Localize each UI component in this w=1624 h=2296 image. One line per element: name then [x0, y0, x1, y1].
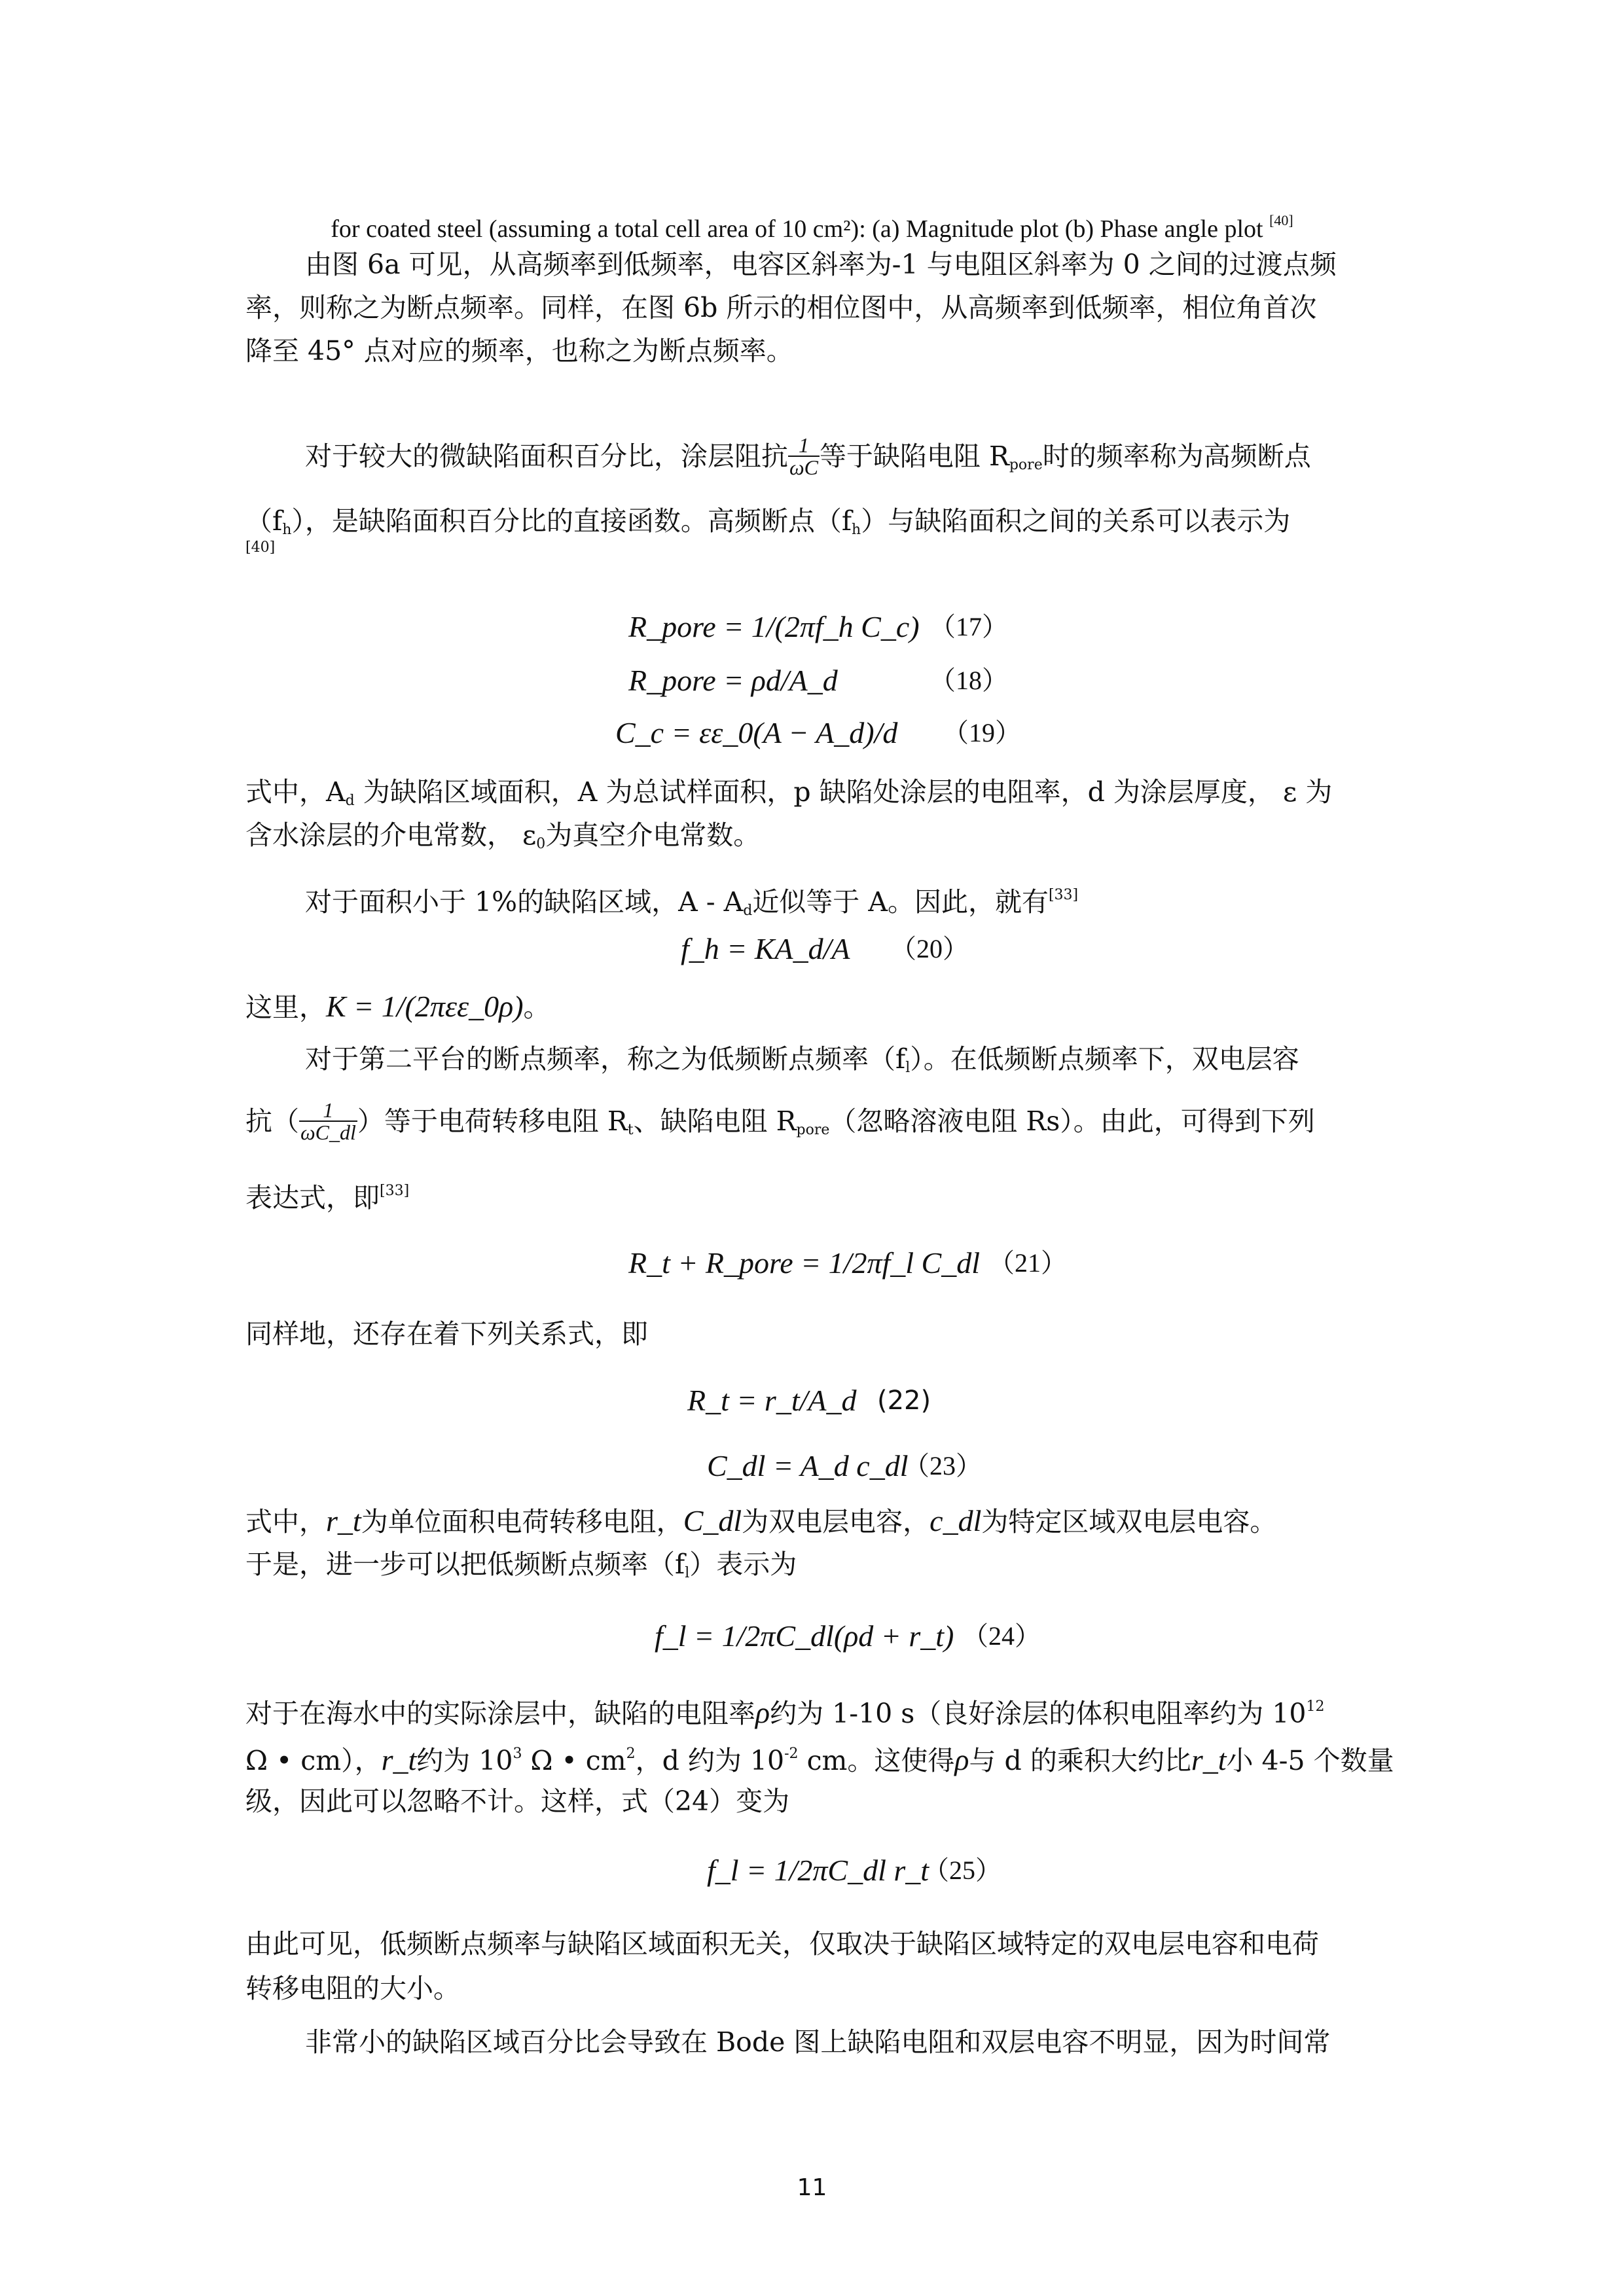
paragraph-7-line-1: 同样地，还存在着下列关系式，即: [245, 1318, 648, 1350]
equation-18-number: （18）: [929, 666, 1008, 695]
equation-20: f_h = KA_d/A: [681, 932, 850, 965]
caption-citation: [40]: [1269, 212, 1293, 228]
subscript: pore: [796, 1122, 830, 1138]
subscript: l: [685, 1565, 690, 1581]
text-run: 。: [523, 992, 550, 1023]
superscript: 2: [626, 1746, 636, 1762]
equation-17-number: （17）: [929, 612, 1008, 641]
text-run: 为特定区域双电层电容。: [981, 1506, 1277, 1537]
equation-18: R_pore = ρd/A_d: [628, 664, 838, 697]
equation-22: R_t = r_t/A_d: [687, 1384, 857, 1417]
inline-variable: r_t: [381, 1743, 417, 1776]
equation-24-number: （24）: [962, 1621, 1041, 1651]
text-run: 式中，: [245, 1506, 326, 1537]
paragraph-4-line-1: [305, 876, 1444, 931]
text-run: 时的频率称为高频断点: [1042, 440, 1311, 472]
paragraph-2-line-1: [305, 435, 1444, 485]
text-run: 对于第二平台的断点频率，称之为低频断点频率（f: [305, 1043, 906, 1075]
superscript: -2: [784, 1746, 799, 1762]
text-run: ）表示为: [689, 1549, 797, 1580]
subscript: t: [627, 1122, 634, 1138]
text-run: 对于在海水中的实际涂层中，缺陷的电阻率: [245, 1698, 755, 1729]
subscript: pore: [1009, 457, 1043, 473]
paragraph-9-line-1: [245, 1687, 1384, 1733]
text-run: ）与缺陷面积之间的关系可以表示为: [861, 505, 1291, 537]
text-run: 式中，A: [245, 776, 346, 808]
inline-variable: c_dl: [929, 1504, 982, 1537]
subscript: 0: [536, 836, 546, 852]
subscript: d: [743, 903, 753, 919]
figure-caption: [0, 204, 1624, 245]
equation-25: f_l = 1/2πC_dl r_t: [707, 1854, 929, 1887]
citation: [33]: [380, 1183, 410, 1199]
fraction-numerator: 1: [788, 435, 820, 457]
equation-17: R_pore = 1/(2πf_h C_c): [628, 610, 920, 643]
paragraph-6-line-1: [305, 1039, 1444, 1088]
text-run: ，d 约为 10: [635, 1745, 785, 1776]
caption-text: for coated steel (assuming a total cell area of 10 cm²): (a) Magnitude plot (b) Phase angle plot: [331, 215, 1263, 243]
text-run: 、缺陷电阻 R: [633, 1105, 797, 1137]
text-run: ）。在低频断点频率下，双电层容: [910, 1043, 1299, 1075]
citation: [33]: [1048, 887, 1079, 903]
paragraph-9-line-2: [245, 1734, 1394, 1780]
paragraph-3-line-1: [245, 772, 1384, 821]
text-run: 与 d 的乘积大约比: [969, 1745, 1191, 1776]
inline-formula: K = 1/(2πεε_0ρ): [326, 990, 524, 1023]
fraction-denominator: ωC: [789, 456, 818, 479]
paragraph-8-line-1: [245, 1501, 1384, 1541]
text-run: 对于较大的微缺陷面积百分比，涂层阻抗: [305, 440, 788, 472]
paragraph-2-citation: [40]: [245, 539, 276, 556]
text-run: 等于缺陷电阻 R: [819, 440, 1009, 472]
text-run: ），是缺陷面积百分比的直接函数。高频断点（f: [291, 505, 852, 537]
fraction-numerator: 1: [299, 1100, 357, 1122]
inline-variable: C_dl: [683, 1504, 742, 1537]
text-run: 为真空介电常数。: [545, 819, 761, 851]
subscript: d: [345, 793, 355, 809]
text-run: 为单位面积电荷转移电阻，: [361, 1506, 683, 1537]
text-run: 近似等于 A。因此，就有: [752, 886, 1049, 918]
paragraph-1-line-2: 率，则称之为断点频率。同样，在图 6b 所示的相位图中，从高频率到低频率，相位角首次: [245, 292, 1317, 323]
paragraph-11-line-1: 非常小的缺陷区域百分比会导致在 Bode 图上缺陷电阻和双层电容不明显，因为时间常: [305, 2026, 1331, 2058]
inline-variable: ρ: [954, 1743, 969, 1776]
inline-fraction: [788, 435, 820, 478]
paragraph-5-line-1: [245, 987, 1384, 1027]
paragraph-1-line-3: 降至 45° 点对应的频率，也称之为断点频率。: [245, 335, 793, 367]
text-run: 小 4-5 个数量: [1226, 1745, 1394, 1776]
text-run: 表达式，即: [245, 1182, 380, 1213]
text-run: 为缺陷区域面积，A 为总试样面积，p 缺陷处涂层的电阻率，d 为涂层厚度， ε 为: [354, 776, 1333, 808]
equation-19: C_c = εε_0(A − A_d)/d: [615, 716, 898, 749]
paragraph-1-line-1: 由图 6a 可见，从高频率到低频率，电容区斜率为-1 与电阻区斜率为 0 之间的过渡点频: [305, 249, 1337, 280]
equation-21-number: （21）: [988, 1248, 1067, 1278]
paragraph-3-line-2: [245, 816, 1384, 864]
text-run: 为双电层电容，: [742, 1506, 930, 1537]
subscript: h: [282, 522, 292, 538]
equation-24: f_l = 1/2πC_dl(ρd + r_t): [655, 1619, 954, 1653]
equation-20-number: （20）: [890, 934, 969, 963]
inline-variable: ρ: [755, 1696, 770, 1729]
paragraph-9-line-3: 级，因此可以忽略不计。这样，式（24）变为: [245, 1785, 790, 1817]
inline-variable: r_t: [1191, 1743, 1227, 1776]
text-run: Ω • cm: [522, 1745, 626, 1776]
equation-23-number: （23）: [903, 1451, 982, 1480]
fraction-denominator: ωC_dl: [300, 1121, 356, 1144]
text-run: 抗（: [245, 1105, 299, 1137]
equation-23: C_dl = A_d c_dl: [707, 1449, 909, 1482]
text-run: 于是，进一步可以把低频断点频率（f: [245, 1549, 685, 1580]
equation-25-number: （25）: [923, 1856, 1001, 1885]
text-run: 对于面积小于 1%的缺陷区域，A - A: [305, 886, 744, 918]
text-run: （忽略溶液电阻 Rs）。由此，可得到下列: [829, 1105, 1315, 1137]
text-run: 约为 1-10 s（良好涂层的体积电阻率约为 10: [770, 1698, 1307, 1729]
equation-21: R_t + R_pore = 1/2πf_l C_dl: [628, 1246, 981, 1280]
paragraph-6-line-3: [245, 1172, 1384, 1217]
equation-22-number: (22): [877, 1386, 931, 1416]
text-run: 约为 10: [416, 1745, 513, 1776]
text-run: 这里，: [245, 992, 326, 1023]
text-run: 含水涂层的介电常数， ε: [245, 819, 537, 851]
superscript: 3: [513, 1746, 522, 1762]
text-run: ）等于电荷转移电阻 R: [357, 1105, 628, 1137]
subscript: h: [852, 522, 861, 538]
text-run: cm。这使得: [798, 1745, 955, 1776]
paragraph-10-line-1: 由此可见，低频断点频率与缺陷区域面积无关，仅取决于缺陷区域特定的双电层电容和电荷: [245, 1928, 1319, 1960]
paragraph-10-line-2: 转移电阻的大小。: [245, 1973, 460, 2004]
subscript: l: [905, 1060, 911, 1076]
paragraph-6-line-2: [245, 1100, 1384, 1150]
inline-fraction: [299, 1100, 357, 1143]
text-run: Ω • cm），: [245, 1745, 382, 1776]
page-number: 11: [797, 2174, 827, 2201]
paragraph-8-line-2: [245, 1545, 1384, 1593]
text-run: （f: [245, 505, 283, 537]
equation-19-number: （19）: [943, 718, 1021, 747]
superscript: 12: [1306, 1698, 1325, 1715]
inline-variable: r_t: [326, 1504, 361, 1537]
